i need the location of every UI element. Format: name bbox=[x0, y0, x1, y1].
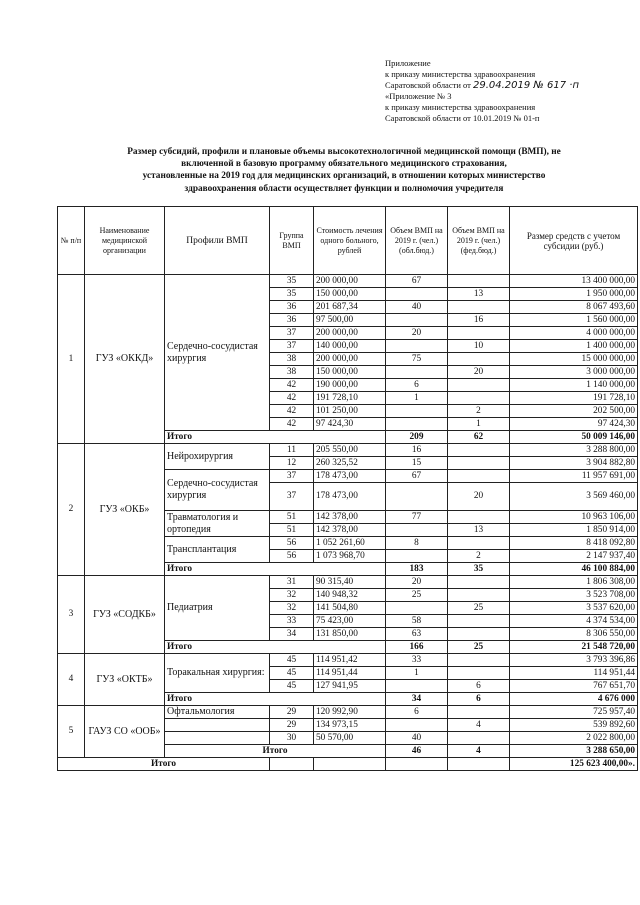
vol-obl-cell: 58 bbox=[386, 615, 448, 628]
group-cell: 11 bbox=[270, 444, 314, 457]
vol-obl-cell: 8 bbox=[386, 537, 448, 550]
cost-cell: 191 728,10 bbox=[314, 392, 386, 405]
vol-obl-cell: 20 bbox=[386, 327, 448, 340]
vol-obl-cell bbox=[386, 314, 448, 327]
vol-obl-cell: 16 bbox=[386, 444, 448, 457]
profile-name: Трансплантация bbox=[165, 537, 270, 563]
group-cell: 32 bbox=[270, 589, 314, 602]
cost-cell: 50 570,00 bbox=[314, 732, 386, 745]
amount-cell: 2 147 937,40 bbox=[510, 550, 638, 563]
amount-cell: 4 000 000,00 bbox=[510, 327, 638, 340]
vol-fed-cell: 16 bbox=[448, 314, 510, 327]
amount-cell: 11 957 691,00 bbox=[510, 470, 638, 483]
amount-cell: 2 022 800,00 bbox=[510, 732, 638, 745]
vol-obl-cell bbox=[386, 340, 448, 353]
cost-cell: 75 423,00 bbox=[314, 615, 386, 628]
vol-fed-cell: 13 bbox=[448, 524, 510, 537]
group-cell: 42 bbox=[270, 418, 314, 431]
vol-fed-cell bbox=[448, 470, 510, 483]
org-number: 5 bbox=[58, 706, 85, 758]
group-cell: 35 bbox=[270, 275, 314, 288]
order-header bbox=[385, 58, 635, 124]
document-title bbox=[70, 146, 618, 195]
amount-cell: 4 374 534,00 bbox=[510, 615, 638, 628]
table-row bbox=[58, 576, 638, 589]
col-vol-obl: Объем ВМП на 2019 г. (чел.) (обл.бюд.) bbox=[386, 207, 448, 275]
vol-fed-cell: 20 bbox=[448, 483, 510, 511]
vol-fed-cell bbox=[448, 444, 510, 457]
vol-obl-cell: 1 bbox=[386, 667, 448, 680]
cost-cell: 200 000,00 bbox=[314, 275, 386, 288]
subtotal-amount: 46 100 884,00 bbox=[510, 563, 638, 576]
group-cell: 45 bbox=[270, 654, 314, 667]
grand-total-empty bbox=[270, 758, 314, 771]
amount-cell: 191 728,10 bbox=[510, 392, 638, 405]
grand-total-label: Итого bbox=[58, 758, 270, 771]
cost-cell: 142 378,00 bbox=[314, 511, 386, 524]
group-cell: 51 bbox=[270, 511, 314, 524]
vol-fed-cell bbox=[448, 706, 510, 719]
col-profile: Профили ВМП bbox=[165, 207, 270, 275]
subsidy-table bbox=[57, 206, 638, 771]
table-row bbox=[58, 444, 638, 457]
vol-fed-cell: 25 bbox=[448, 602, 510, 615]
subtotal-label: Итого bbox=[165, 641, 386, 654]
group-cell: 45 bbox=[270, 680, 314, 693]
amount-cell: 3 523 708,00 bbox=[510, 589, 638, 602]
group-cell: 37 bbox=[270, 340, 314, 353]
vol-obl-cell bbox=[386, 602, 448, 615]
cost-cell: 114 951,44 bbox=[314, 667, 386, 680]
grand-total-amount: 125 623 400,00». bbox=[510, 758, 638, 771]
cost-cell: 114 951,42 bbox=[314, 654, 386, 667]
amount-cell: 3 904 882,80 bbox=[510, 457, 638, 470]
amount-cell: 3 288 800,00 bbox=[510, 444, 638, 457]
subtotal-fed: 35 bbox=[448, 563, 510, 576]
group-cell: 33 bbox=[270, 615, 314, 628]
group-cell: 45 bbox=[270, 667, 314, 680]
vol-fed-cell bbox=[448, 353, 510, 366]
group-cell: 12 bbox=[270, 457, 314, 470]
subtotal-fed: 6 bbox=[448, 693, 510, 706]
grand-total-row bbox=[58, 758, 638, 771]
profile-empty bbox=[165, 732, 270, 745]
grand-total-empty bbox=[386, 758, 448, 771]
group-cell: 51 bbox=[270, 524, 314, 537]
cost-cell: 90 315,40 bbox=[314, 576, 386, 589]
subtotal-amount: 4 676 000 bbox=[510, 693, 638, 706]
header-line-3-prefix: Саратовской области от bbox=[385, 80, 471, 90]
profile-name: Торакальная хирургия: bbox=[165, 654, 270, 693]
subtotal-obl: 183 bbox=[386, 563, 448, 576]
col-group: Группа ВМП bbox=[270, 207, 314, 275]
profile-name: Нейрохирургия bbox=[165, 444, 270, 470]
vol-obl-cell: 6 bbox=[386, 706, 448, 719]
vol-obl-cell bbox=[386, 366, 448, 379]
vol-obl-cell bbox=[386, 680, 448, 693]
cost-cell: 97 500,00 bbox=[314, 314, 386, 327]
group-cell: 34 bbox=[270, 628, 314, 641]
cost-cell: 131 850,00 bbox=[314, 628, 386, 641]
vol-obl-cell: 33 bbox=[386, 654, 448, 667]
subtotal-fed: 62 bbox=[448, 431, 510, 444]
amount-cell: 8 306 550,00 bbox=[510, 628, 638, 641]
cost-cell: 97 424,30 bbox=[314, 418, 386, 431]
cost-cell: 142 378,00 bbox=[314, 524, 386, 537]
cost-cell: 140 948,32 bbox=[314, 589, 386, 602]
amount-cell: 10 963 106,00 bbox=[510, 511, 638, 524]
subtotal-amount: 50 009 146,00 bbox=[510, 431, 638, 444]
vol-fed-cell bbox=[448, 301, 510, 314]
vol-obl-cell bbox=[386, 418, 448, 431]
title-line-4: здравоохранения области осуществляет функции и полномочия учредителя bbox=[184, 183, 504, 194]
subtotal-label: Итого bbox=[165, 563, 386, 576]
cost-cell: 150 000,00 bbox=[314, 288, 386, 301]
vol-fed-cell bbox=[448, 667, 510, 680]
cost-cell: 205 550,00 bbox=[314, 444, 386, 457]
group-cell: 29 bbox=[270, 706, 314, 719]
vol-obl-cell: 40 bbox=[386, 732, 448, 745]
cost-cell: 178 473,00 bbox=[314, 483, 386, 511]
amount-cell: 3 569 460,00 bbox=[510, 483, 638, 511]
table-row bbox=[58, 275, 638, 288]
amount-cell: 539 892,60 bbox=[510, 719, 638, 732]
handwritten-date-number: 29.04.2019 № 617 ·п bbox=[472, 80, 579, 91]
col-num: № п/п bbox=[58, 207, 85, 275]
group-cell: 42 bbox=[270, 392, 314, 405]
vol-obl-cell bbox=[386, 719, 448, 732]
profile-name: Травматология и ортопедия bbox=[165, 511, 270, 537]
vol-obl-cell: 25 bbox=[386, 589, 448, 602]
col-amount: Размер средств с учетом субсидии (руб.) bbox=[510, 207, 638, 275]
cost-cell: 200 000,00 bbox=[314, 327, 386, 340]
subtotal-obl: 46 bbox=[386, 745, 448, 758]
profile-name: Офтальмология bbox=[165, 706, 270, 719]
cost-cell: 141 504,80 bbox=[314, 602, 386, 615]
amount-cell: 114 951,44 bbox=[510, 667, 638, 680]
col-cost: Стоимость лечения одного больного, рублей bbox=[314, 207, 386, 275]
subtotal-label: Итого bbox=[165, 745, 386, 758]
amount-cell: 13 400 000,00 bbox=[510, 275, 638, 288]
subtotal-obl: 166 bbox=[386, 641, 448, 654]
group-cell: 56 bbox=[270, 550, 314, 563]
vol-fed-cell: 1 bbox=[448, 418, 510, 431]
vol-fed-cell: 2 bbox=[448, 405, 510, 418]
subtotal-fed: 4 bbox=[448, 745, 510, 758]
group-cell: 36 bbox=[270, 301, 314, 314]
vol-fed-cell bbox=[448, 589, 510, 602]
header-line-3 bbox=[385, 80, 635, 91]
header-line-5: к приказу министерства здравоохранения bbox=[385, 102, 536, 112]
vol-obl-cell: 63 bbox=[386, 628, 448, 641]
vol-obl-cell: 6 bbox=[386, 379, 448, 392]
header-line-6: Саратовской области от 10.01.2019 № 01-п bbox=[385, 113, 540, 123]
title-line-1: Размер субсидий, профили и плановые объемы высокотехнологичной медицинской помощи (ВМП), не bbox=[127, 147, 561, 157]
vol-obl-cell bbox=[386, 524, 448, 537]
profile-name: Сердечно-сосудистая хирургия bbox=[165, 275, 270, 431]
cost-cell: 140 000,00 bbox=[314, 340, 386, 353]
amount-cell: 1 140 000,00 bbox=[510, 379, 638, 392]
title-line-2: включенной в базовую программу обязательного медицинского страхования, bbox=[181, 159, 507, 170]
amount-cell: 1 850 914,00 bbox=[510, 524, 638, 537]
group-cell: 36 bbox=[270, 314, 314, 327]
cost-cell: 190 000,00 bbox=[314, 379, 386, 392]
vol-fed-cell: 20 bbox=[448, 366, 510, 379]
org-number: 3 bbox=[58, 576, 85, 654]
group-cell: 31 bbox=[270, 576, 314, 589]
subtotal-amount: 3 288 650,00 bbox=[510, 745, 638, 758]
amount-cell: 725 957,40 bbox=[510, 706, 638, 719]
vol-obl-cell bbox=[386, 483, 448, 511]
header-line-2: к приказу министерства здравоохранения bbox=[385, 69, 536, 79]
vol-fed-cell bbox=[448, 392, 510, 405]
table-row bbox=[58, 654, 638, 667]
vol-obl-cell bbox=[386, 405, 448, 418]
col-org: Наименование медицинской организации bbox=[85, 207, 165, 275]
group-cell: 56 bbox=[270, 537, 314, 550]
group-cell: 38 bbox=[270, 353, 314, 366]
amount-cell: 97 424,30 bbox=[510, 418, 638, 431]
vol-fed-cell bbox=[448, 615, 510, 628]
vol-fed-cell bbox=[448, 537, 510, 550]
cost-cell: 150 000,00 bbox=[314, 366, 386, 379]
vol-fed-cell: 2 bbox=[448, 550, 510, 563]
cost-cell: 120 992,90 bbox=[314, 706, 386, 719]
org-name: ГАУЗ СО «ООБ» bbox=[85, 706, 165, 758]
header-line-1: Приложение bbox=[385, 58, 431, 68]
vol-fed-cell bbox=[448, 576, 510, 589]
vol-obl-cell bbox=[386, 550, 448, 563]
amount-cell: 202 500,00 bbox=[510, 405, 638, 418]
vol-fed-cell bbox=[448, 654, 510, 667]
org-name: ГУЗ «ОККД» bbox=[85, 275, 165, 444]
vol-fed-cell: 10 bbox=[448, 340, 510, 353]
amount-cell: 3 537 620,00 bbox=[510, 602, 638, 615]
cost-cell: 178 473,00 bbox=[314, 470, 386, 483]
vol-obl-cell: 67 bbox=[386, 275, 448, 288]
vol-obl-cell: 1 bbox=[386, 392, 448, 405]
subtotal-label: Итого bbox=[165, 693, 386, 706]
vol-obl-cell: 77 bbox=[386, 511, 448, 524]
org-name: ГУЗ «ОКБ» bbox=[85, 444, 165, 576]
vol-obl-cell: 40 bbox=[386, 301, 448, 314]
table-header-row bbox=[58, 207, 638, 275]
amount-cell: 8 067 493,60 bbox=[510, 301, 638, 314]
group-cell: 30 bbox=[270, 732, 314, 745]
cost-cell: 1 052 261,60 bbox=[314, 537, 386, 550]
group-cell: 37 bbox=[270, 470, 314, 483]
grand-total-empty bbox=[448, 758, 510, 771]
group-cell: 38 bbox=[270, 366, 314, 379]
vol-fed-cell bbox=[448, 275, 510, 288]
vol-fed-cell: 6 bbox=[448, 680, 510, 693]
group-cell: 42 bbox=[270, 405, 314, 418]
vol-fed-cell: 4 bbox=[448, 719, 510, 732]
vol-fed-cell bbox=[448, 327, 510, 340]
amount-cell: 1 400 000,00 bbox=[510, 340, 638, 353]
org-name: ГУЗ «СОДКБ» bbox=[85, 576, 165, 654]
amount-cell: 3 793 396,86 bbox=[510, 654, 638, 667]
vol-fed-cell bbox=[448, 511, 510, 524]
cost-cell: 127 941,95 bbox=[314, 680, 386, 693]
table-row bbox=[58, 706, 638, 719]
profile-empty bbox=[165, 719, 270, 732]
group-cell: 37 bbox=[270, 327, 314, 340]
vol-fed-cell bbox=[448, 379, 510, 392]
org-number: 1 bbox=[58, 275, 85, 444]
subtotal-amount: 21 548 720,00 bbox=[510, 641, 638, 654]
group-cell: 42 bbox=[270, 379, 314, 392]
vol-fed-cell: 13 bbox=[448, 288, 510, 301]
vol-obl-cell: 15 bbox=[386, 457, 448, 470]
cost-cell: 134 973,15 bbox=[314, 719, 386, 732]
header-line-4: «Приложение № 3 bbox=[385, 91, 452, 101]
org-number: 4 bbox=[58, 654, 85, 706]
vol-obl-cell: 67 bbox=[386, 470, 448, 483]
amount-cell: 3 000 000,00 bbox=[510, 366, 638, 379]
vol-obl-cell: 75 bbox=[386, 353, 448, 366]
group-cell: 35 bbox=[270, 288, 314, 301]
group-cell: 37 bbox=[270, 483, 314, 511]
vol-obl-cell: 20 bbox=[386, 576, 448, 589]
cost-cell: 200 000,00 bbox=[314, 353, 386, 366]
subtotal-label: Итого bbox=[165, 431, 386, 444]
cost-cell: 260 325,52 bbox=[314, 457, 386, 470]
vol-fed-cell bbox=[448, 732, 510, 745]
amount-cell: 15 000 000,00 bbox=[510, 353, 638, 366]
org-name: ГУЗ «ОКТБ» bbox=[85, 654, 165, 706]
col-vol-fed: Объем ВМП на 2019 г. (чел.) (фед.бюд.) bbox=[448, 207, 510, 275]
amount-cell: 1 806 308,00 bbox=[510, 576, 638, 589]
cost-cell: 101 250,00 bbox=[314, 405, 386, 418]
group-cell: 29 bbox=[270, 719, 314, 732]
cost-cell: 1 073 968,70 bbox=[314, 550, 386, 563]
amount-cell: 8 418 092,80 bbox=[510, 537, 638, 550]
cost-cell: 201 687,34 bbox=[314, 301, 386, 314]
amount-cell: 767 651,70 bbox=[510, 680, 638, 693]
vol-fed-cell bbox=[448, 628, 510, 641]
group-cell: 32 bbox=[270, 602, 314, 615]
subtotal-fed: 25 bbox=[448, 641, 510, 654]
subtotal-obl: 34 bbox=[386, 693, 448, 706]
profile-name: Педиатрия bbox=[165, 576, 270, 641]
profile-name: Сердечно-сосудистая хирургия bbox=[165, 470, 270, 511]
vol-obl-cell bbox=[386, 288, 448, 301]
grand-total-empty bbox=[314, 758, 386, 771]
org-number: 2 bbox=[58, 444, 85, 576]
subtotal-obl: 209 bbox=[386, 431, 448, 444]
title-line-3: установленные на 2019 год для медицинских организаций, в отношении которых министерство bbox=[142, 171, 546, 182]
amount-cell: 1 950 000,00 bbox=[510, 288, 638, 301]
vol-fed-cell bbox=[448, 457, 510, 470]
amount-cell: 1 560 000,00 bbox=[510, 314, 638, 327]
